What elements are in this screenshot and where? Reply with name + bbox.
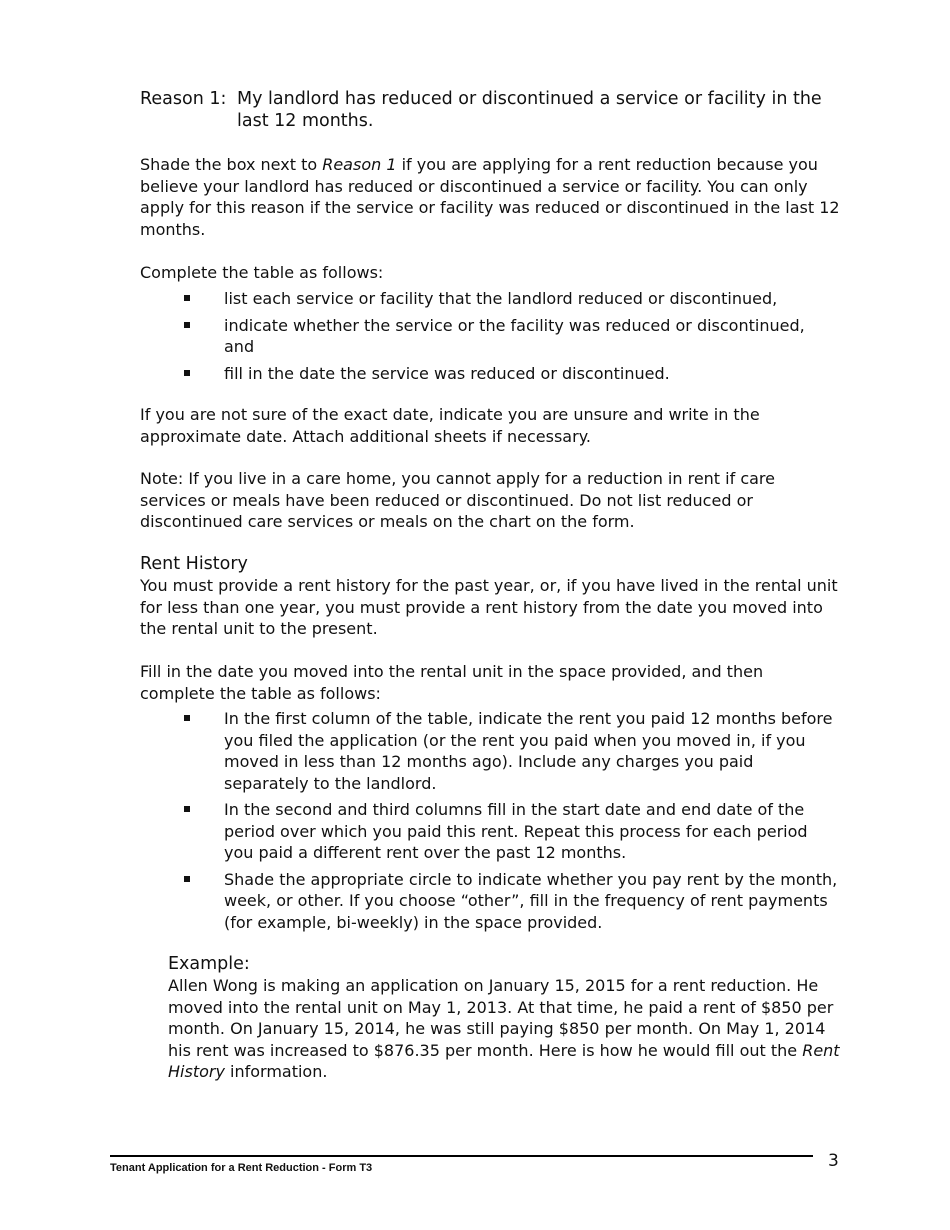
fill-in-paragraph: Fill in the date you moved into the rental unit in the space provided, and then complete the table as follows: (140, 662, 764, 703)
footer-divider (110, 1155, 813, 1157)
bullet-marker (184, 806, 190, 812)
list-item (224, 363, 839, 385)
example-heading: Example: (168, 954, 250, 974)
page-number: 3 (828, 1151, 839, 1171)
list-item-text: Shade the appropriate circle to indicate whether you pay rent by the month, week, or other. If you choose “other”, fill in the frequency of rent payments (for example, bi-weekly) in the space provided. (224, 869, 838, 932)
bullet-marker (184, 370, 190, 376)
bullet-marker (184, 876, 190, 882)
list-item-text: list each service or facility that the landlord reduced or discontinued, (224, 289, 778, 308)
example-text-start: Allen Wong is making an application on January 15, 2015 for a rent reduction. He moved into the rental unit on May 1, 2013. At that time, he paid a rent of $850 per month. On January 15, 2014, he was still paying $850 per month. On May 1, 2014 his rent was increased to $876.35 per month. Here is how he would fill out the (168, 976, 834, 1060)
list-item (224, 869, 839, 934)
list-item (224, 315, 839, 358)
shade-paragraph-emphasis: Reason 1 (322, 155, 397, 174)
list-item (224, 288, 839, 310)
rent-history-intro: You must provide a rent history for the past year, or, if you have lived in the rental unit for less than one year, you must provide a rent history from the date you moved into the rental unit to the present. (140, 576, 838, 638)
example-paragraph (168, 975, 840, 1083)
bullet-marker (184, 295, 190, 301)
list-item-text: In the second and third columns fill in the start date and end date of the period over which you paid this rent. Repeat this process for each period you paid a different rent over the past 12 months. (224, 800, 808, 862)
list-item-text: indicate whether the service or the facility was reduced or discontinued, and (224, 315, 805, 356)
service-bullet-list (224, 288, 839, 389)
footer-title: Tenant Application for a Rent Reduction - Form T3 (110, 1162, 373, 1174)
care-home-note: Note: If you live in a care home, you cannot apply for a reduction in rent if care services or meals have been reduced or discontinued. Do not list reduced or discontinued care services or meals on the chart on the form. (140, 469, 775, 531)
reason-1-text: My landlord has reduced or discontinued a service or facility in the last 12 months. (237, 89, 822, 131)
reason-1-label: Reason 1: (140, 89, 227, 109)
list-item (224, 708, 839, 794)
complete-table-paragraph: Complete the table as follows: (140, 263, 384, 282)
bullet-marker (184, 715, 190, 721)
bullet-marker (184, 322, 190, 328)
unsure-date-paragraph: If you are not sure of the exact date, indicate you are unsure and write in the approximate date. Attach additional sheets if necessary. (140, 405, 760, 446)
shade-paragraph-start: Shade the box next to (140, 155, 323, 174)
list-item (224, 799, 839, 864)
rent-history-bullet-list (224, 708, 839, 938)
example-text-end: information. (224, 1062, 328, 1081)
list-item-text: In the first column of the table, indicate the rent you paid 12 months before you filed the application (or the rent you paid when you moved in, if you moved in less than 12 months ago). Include any charges you paid separately to the landlord. (224, 709, 833, 793)
list-item-text: fill in the date the service was reduced or discontinued. (224, 363, 670, 383)
example-emphasis: Rent History (168, 1040, 840, 1081)
shade-paragraph (140, 154, 840, 240)
shade-paragraph-end: if you are applying for a rent reduction because you believe your landlord has reduced or discontinued a service or facility. You can only apply for this reason if the service or facility was reduced or discontinued in the last 12 months. (140, 155, 840, 239)
rent-history-heading: Rent History (140, 554, 248, 574)
